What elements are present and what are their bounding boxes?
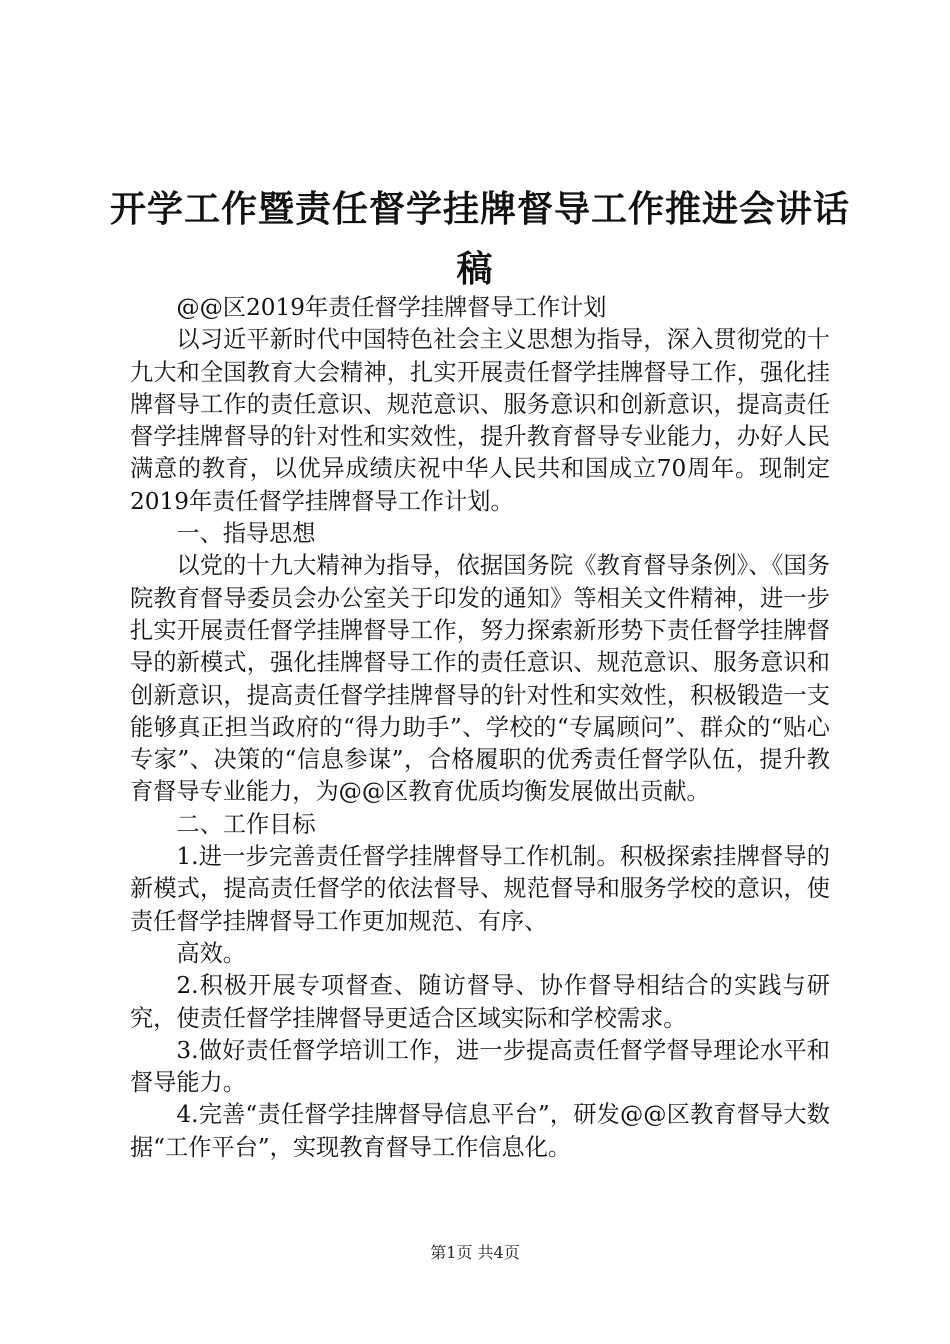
paragraph-plan-heading: @@区2019年责任督学挂牌督导工作计划 [176,294,607,321]
section-heading-work-goals: 二、工作目标 [176,810,316,838]
paragraph-goal-1: 1.进一步完善责任督学挂牌督导工作机制。积极探索挂牌督导的新模式，提高责任督学的依法督导、规范督导和服务学校的意识，使责任督学挂牌督导工作更加规范、有序、 [130,843,830,935]
paragraph-goal-3: 3.做好责任督学培训工作，进一步提高责任督学督导理论水平和督导能力。 [130,1036,830,1097]
document-body [130,292,830,1164]
paragraph-guiding-thought: 以党的十九大精神为指导，依据国务院《教育督导条例》、《国务院教育督导委员会办公室关于印发的通知》等相关文件精神，进一步扎实开展责任督学挂牌督导工作，努力探索新形势下责任督学挂牌督导的新模式，强化挂牌督导工作的责任意识、规范意识、服务意识和创新意识，提高责任督学挂牌督导的针对性和实效性，积极锻造一支能够真正担当政府的“得力助手”、学校的“专属顾问”、群众的“贴心专家”、决策的“信息参谋”，合格履职的优秀责任督学队伍，提升教育督导专业能力，为@@区教育优质均衡发展做出贡献。 [130,552,830,806]
document-title-line-1: 开学工作暨责任督学挂牌督导工作推进会讲话 [110,189,851,230]
page-number-footer: 第1页 共4页 [430,1243,520,1262]
paragraph-goal-4: 4.完善“责任督学挂牌督导信息平台”，研发@@区教育督导大数据“工作平台”，实现教育督导工作信息化。 [130,1101,830,1161]
paragraph-goal-2: 2.积极开展专项督查、随访督导、协作督导相结合的实践与研究，使责任督学挂牌督导更适合区域实际和学校需求。 [130,972,830,1032]
paragraph-goal-1-continued: 高效。 [176,939,246,967]
paragraph-intro: 以习近平新时代中国特色社会主义思想为指导，深入贯彻党的十九大和全国教育大会精神，扎实开展责任督学挂牌督导工作，强化挂牌督导工作的责任意识、规范意识、服务意识和创新意识，提高责任督学挂牌督导的针对性和实效性，提升教育督导专业能力，办好人民满意的教育，以优异成绩庆祝中华人民共和国成立70周年。现制定2019年责任督学挂牌督导工作计划。 [130,326,830,515]
section-heading-guiding-thought: 一、指导思想 [176,520,316,548]
document-title-line-2: 稿 [456,249,494,290]
